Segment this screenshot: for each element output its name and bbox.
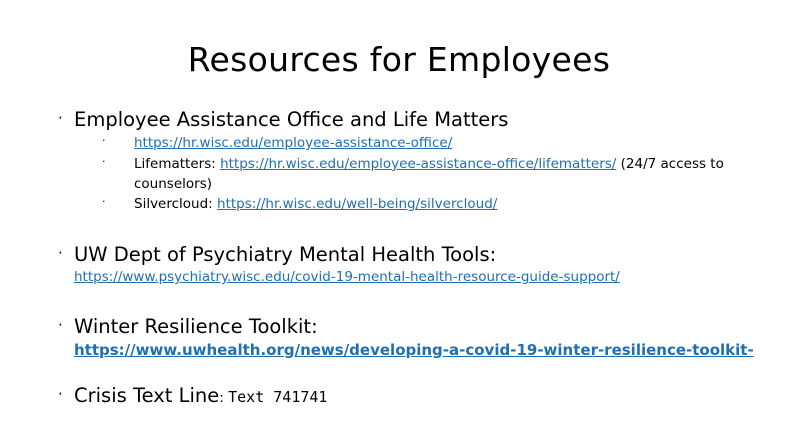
bullet-label: Winter Resilience Toolkit: <box>74 314 318 338</box>
list-item <box>56 108 796 215</box>
list-item <box>56 315 796 361</box>
winter-toolkit-link-line <box>56 341 796 361</box>
bullet-dot-icon: · <box>58 315 63 334</box>
bullet-label: Crisis Text Line <box>74 384 220 408</box>
bullet-dot-icon: · <box>58 109 63 127</box>
bullet-psychiatry-tools <box>56 243 796 267</box>
slide-body <box>56 108 796 415</box>
bullet-crisis-text-line <box>56 384 796 408</box>
list-item <box>56 243 796 287</box>
sub-bullet-silvercloud <box>56 195 796 215</box>
link-winter-resilience-toolkit[interactable]: https://www.uwhealth.org/news/developing-a-covid-19-winter-resilience-toolkit- <box>74 340 754 359</box>
spacer <box>56 366 796 384</box>
bullet-dot-icon: · <box>58 243 63 262</box>
link-lifematters[interactable]: https://hr.wisc.edu/employee-assistance-office/lifematters/ <box>220 155 617 172</box>
bullet-dot-icon: · <box>102 154 106 168</box>
silvercloud-label: Silvercloud: <box>134 196 218 213</box>
spacer <box>56 221 796 243</box>
bullet-label: UW Dept of Psychiatry Mental Health Tools: <box>74 242 497 266</box>
page-title: Resources for Employees <box>187 40 611 79</box>
link-psychiatry-resource-guide[interactable]: https://www.psychiatry.wisc.edu/covid-19-mental-health-resource-guide-support/ <box>74 269 620 285</box>
crisis-label-separator: : <box>219 390 229 407</box>
bullet-dot-icon: · <box>102 134 106 148</box>
bullet-label: Employee Assistance Office and Life Matters <box>74 108 509 131</box>
lifematters-label: Lifematters: <box>134 155 221 172</box>
crisis-text-number: Text 741741 <box>228 388 328 407</box>
list-item <box>56 384 796 408</box>
sub-bullet-eao-link <box>56 134 796 154</box>
bullet-winter-resilience <box>56 315 796 339</box>
psychiatry-link-line <box>56 269 796 287</box>
bullet-dot-icon: · <box>102 195 106 209</box>
lifematters-note: (24/7 access to counselors) <box>134 155 724 192</box>
sub-bullet-lifematters <box>56 155 796 194</box>
link-silvercloud[interactable]: https://hr.wisc.edu/well-being/silvercloud/ <box>217 196 498 213</box>
bullet-dot-icon: · <box>58 385 63 404</box>
link-employee-assistance-office[interactable]: https://hr.wisc.edu/employee-assistance-office/ <box>134 135 453 152</box>
bullet-employee-assistance <box>56 108 796 132</box>
spacer <box>56 293 796 315</box>
